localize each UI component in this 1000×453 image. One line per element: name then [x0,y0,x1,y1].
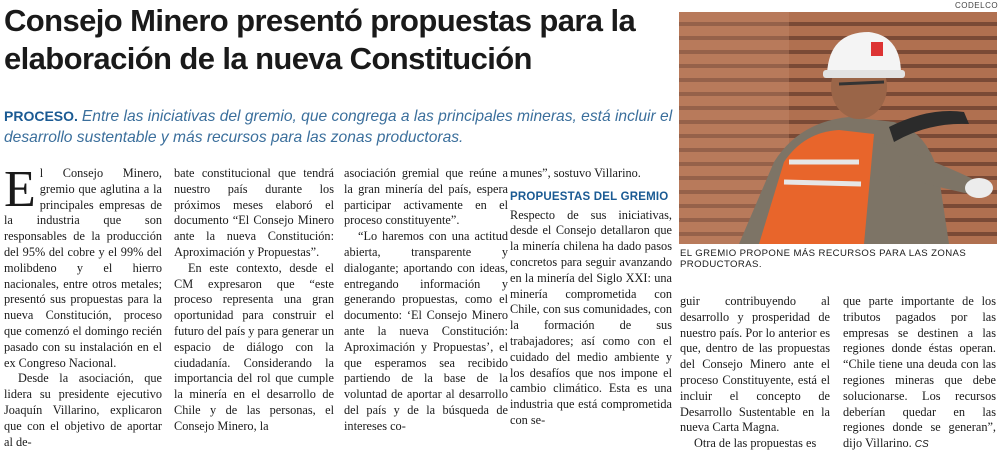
section-subhead: PROPUESTAS DEL GREMIO [510,190,669,203]
body-paragraph [843,294,996,453]
column-1 [4,161,162,450]
body-paragraph: guir contribuyendo al desarrollo y prosperidad de nuestro país. Por lo anterior es que, dentro de las propuestas del Consejo Minero ante el proceso Constituyente, está el incluir el concepto de Desarrollo Sustentable en la nueva Carta Magna. [680,294,830,435]
column-2 [174,166,334,435]
photo-credit: CODELCO [955,1,999,10]
lead-paragraph [4,106,674,148]
body-text: l Consejo Minero, gremio que aglutina a la principales empresas de la industria que son responsables de la producción del 95% del cobre y el 99% del molibdeno y el hierro nacionales, entre otros metales; presentó sus propuestas para la nueva Constitución, proceso que comenzó el domingo recién pasado con su instalación en el ex Congreso Nacional. [4,166,162,370]
column-6 [843,294,996,453]
column-3 [344,166,508,435]
body-paragraph: bate constitucional que tendrá nuestro país durante los próximos meses elaboró el documento “El Consejo Minero ante la nueva Constitución: Aproximación y Propuestas”. [174,166,334,259]
column-5 [680,294,830,452]
body-paragraph: “Lo haremos con una actitud abierta, transparente y dialogante; aportando con ideas, entregando información y generando propuestas, como el documento: ‘El Consejo Minero ante la nueva Constitución: Aproximación y Propuestas’, el que esperamos sea recibido partiendo de la base de la voluntad de aportar al desarrollo del país y de la búsqueda de intereses co- [344,229,508,433]
lead-kicker: PROCESO. [4,108,78,124]
photo-caption: EL GREMIO PROPONE MÁS RECURSOS PARA LAS ZONAS PRODUCTORAS. [680,248,967,270]
body-paragraph: asociación gremial que reúne a la gran minería del país, espera participar activamente en el proceso constituyente”. [344,166,508,228]
article-photo [679,12,997,244]
headline: Consejo Minero presentó propuestas para la elaboración de la nueva Constitución [4,3,636,76]
body-text: que parte importante de los tributos pagados por las empresas se destinen a las regiones donde éstas operan. “Chile tiene una deuda con las regiones mineras que debe solucionarse. Los recursos deberían quedar en las regiones donde se generan”, dijo Villarino. [843,294,996,451]
body-paragraph: En este contexto, desde el CM expresaron que “este proceso representa una gran oportunidad para construir el futuro del país y para generar un espacio de diálogo con la ciudadanía. Considerando la importancia del rol que cumple la minería en el desarrollo de Chile y de las personas, el Consejo Minero, la [174,260,334,433]
body-paragraph: Otra de las propuestas es [694,436,817,451]
lead-text: Entre las iniciativas del gremio, que congrega a las principales mineras, está incluir el desarrollo sustentable y más recursos para las zonas productoras. [4,108,673,146]
body-paragraph [4,161,162,371]
end-mark: CS [914,439,929,451]
miner-illustration [679,12,997,244]
body-paragraph: Respecto de sus iniciativas, desde el Consejo detallaron que la minería chilena ha dado pasos concretos para seguir avanzando en la minería del Siglo XXI: una minería comprometida con Chile, con sus comunidades, con la formación de sus trabajadores; así como con el cuidado del medio ambiente y los desafíos que nos impone el cambio climático. Esta es una industria que está comprometida con se- [510,207,672,427]
body-paragraph: Desde la asociación, que lidera su presidente ejecutivo Joaquín Villarino, explicaron que con el objetivo de aportar al de- [4,371,162,449]
drop-cap: E [4,161,36,218]
column-4 [510,166,672,429]
body-paragraph: munes”, sostuvo Villarino. [510,166,641,180]
